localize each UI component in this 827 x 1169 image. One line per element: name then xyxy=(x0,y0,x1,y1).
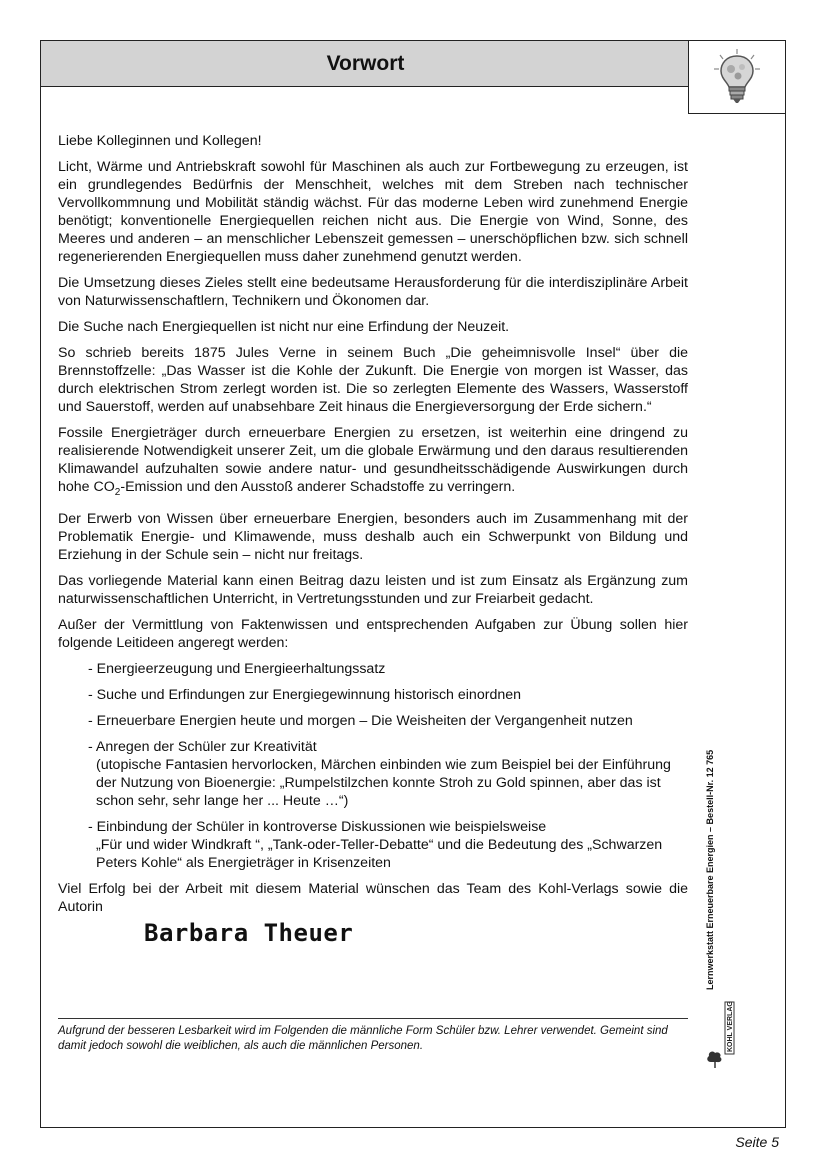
icon-box xyxy=(688,41,785,114)
page-number: Seite 5 xyxy=(735,1134,779,1150)
author-signature: Barbara Theuer xyxy=(144,918,354,947)
paragraph-4: So schrieb bereits 1875 Jules Verne in seinem Buch „Die geheimnisvolle Insel“ über die Brennstoffzelle: „Das Wasser ist die Kohle der Zukunft. Die Energie von morgen ist Wasser, das durch elektrischen Strom zerlegt worden ist. Die so zerlegten Elemente des Wassers, Wasserstoff und Sauerstoff, werden auf unabsehbare Zeit hinaus die Energieversorgung der Erde sichern.“ xyxy=(58,345,688,415)
greeting: Liebe Kolleginnen und Kollegen! xyxy=(58,133,262,149)
kohl-verlag-logo xyxy=(705,1000,735,1070)
paragraph-8: Außer der Vermittlung von Faktenwissen und entsprechenden Aufgaben zur Übung sollen hier folgende Leitideen angeregt werden: xyxy=(58,616,688,651)
paragraph-6: Der Erwerb von Wissen über erneuerbare Energien, besonders auch im Zusammenhang mit der Problematik Energie- und Klimawende, muss deshalb auch ein Schwerpunkt von Bildung und Erziehung in der Schule sein – nicht nur freitags. xyxy=(58,510,688,563)
list-item: - Erneuerbare Energien heute und morgen – Die Weisheiten der Vergangenheit nutzen xyxy=(88,712,633,729)
paragraph-5 xyxy=(58,424,688,502)
paragraph-5-start: Fossile Energieträger durch erneuerbare Energien zu ersetzen, ist weiterhin eine dringend zu realisierende Notwendigkeit unserer Zeit, um die globale Erwärmung und den daraus resultierenden Klimawandel aufzuhalten sowie andere natur- und gesundheitsschädigende Auswirkungen durch hohe CO xyxy=(58,425,688,495)
list-item: - Energieerzeugung und Energieerhaltungssatz xyxy=(88,660,386,677)
list-item: - Einbindung der Schüler in kontroverse Diskussionen wie beispielsweise „Für und wider Windkraft “, „Tank-oder-Teller-Debatte“ und die Bedeutung des „Schwarzen Peters Kohle“ als Energieträger in Krisenzeiten xyxy=(88,818,688,872)
paragraph-1: Licht, Wärme und Antriebskraft sowohl für Maschinen als auch zur Fortbewegung zu erzeugen, ist ein grundlegendes Bedürfnis der Menschheit, welches mit dem Streben nach technischer Vervollkommnung und Mobilität ständig wächst. Für das moderne Leben wird zunehmend Energie benötigt; konventionelle Energiequellen reichen nicht aus. Die Energie von Wind, Sonne, des Meeres und anderen – an menschlicher Lebenszeit gemessen – unerschöpflichen bzw. sich schnell regenerierenden Energiequellen muss daher zunehmend genutzt werden. xyxy=(58,159,688,265)
paragraph-3: Die Suche nach Energiequellen ist nicht nur eine Erfindung der Neuzeit. xyxy=(58,319,510,335)
co2-subscript: 2 xyxy=(114,486,121,498)
footnote: Aufgrund der besseren Lesbarkeit wird im Folgenden die männliche Form Schüler bzw. Lehrer verwendet. Gemeint sind damit jedoch sowohl die weiblichen, als auch die männlichen Personen. xyxy=(58,1018,688,1054)
list-item-detail: „Für und wider Windkraft “, „Tank-oder-Teller-Debatte“ und die Bedeutung des „Schwarzen Peters Kohle“ als Energieträger in Krisenzeiten xyxy=(96,836,663,871)
light-bulb-icon xyxy=(712,47,762,107)
series-order-number: Lernwerkstatt Erneuerbare Energien – Bestell-Nr. 12 765 xyxy=(705,749,715,990)
list-item-detail: (utopische Fantasien hervorlocken, Märchen einbinden wie zum Beispiel bei der Einführung der Nutzung von Bioenergie: „Rumpelstilzchen konnte Stroh zu Gold spinnen, aber das ist schon sehr, sehr lange her ... Heute …“) xyxy=(96,756,671,809)
paragraph-5-end: -Emission und den Ausstoß anderer Schadstoffe zu verringern. xyxy=(120,479,516,495)
paragraph-2: Die Umsetzung dieses Zieles stellt eine bedeutsame Herausforderung für die interdisziplinäre Arbeit von Naturwissenschaftlern, Technikern und Ökonomen dar. xyxy=(58,275,688,309)
list-item: - Anregen der Schüler zur Kreativität (utopische Fantasien hervorlocken, Märchen einbinden wie zum Beispiel bei der Einführung der Nutzung von Bioenergie: „Rumpelstilzchen konnte Stroh zu Gold spinnen, aber das ist schon sehr, sehr lange her ... Heute …“) xyxy=(88,738,688,810)
page-title: Vorwort xyxy=(326,51,405,75)
list-item: - Suche und Erfindungen zur Energiegewinnung historisch einordnen xyxy=(88,686,522,703)
closing-text: Viel Erfolg bei der Arbeit mit diesem Material wünschen das Team des Kohl-Verlags sowie die Autorin xyxy=(58,880,688,915)
guideline-list xyxy=(88,660,688,872)
publisher-name: KOHL VERLAG xyxy=(727,1001,734,1052)
paragraph-7: Das vorliegende Material kann einen Beitrag dazu leisten und ist zum Einsatz als Ergänzung zum naturwissenschaftlichen Unterricht, in Vertretungsstunden und zur Freiarbeit gedacht. xyxy=(58,572,688,607)
title-bar xyxy=(41,41,690,87)
main-content xyxy=(58,132,688,947)
